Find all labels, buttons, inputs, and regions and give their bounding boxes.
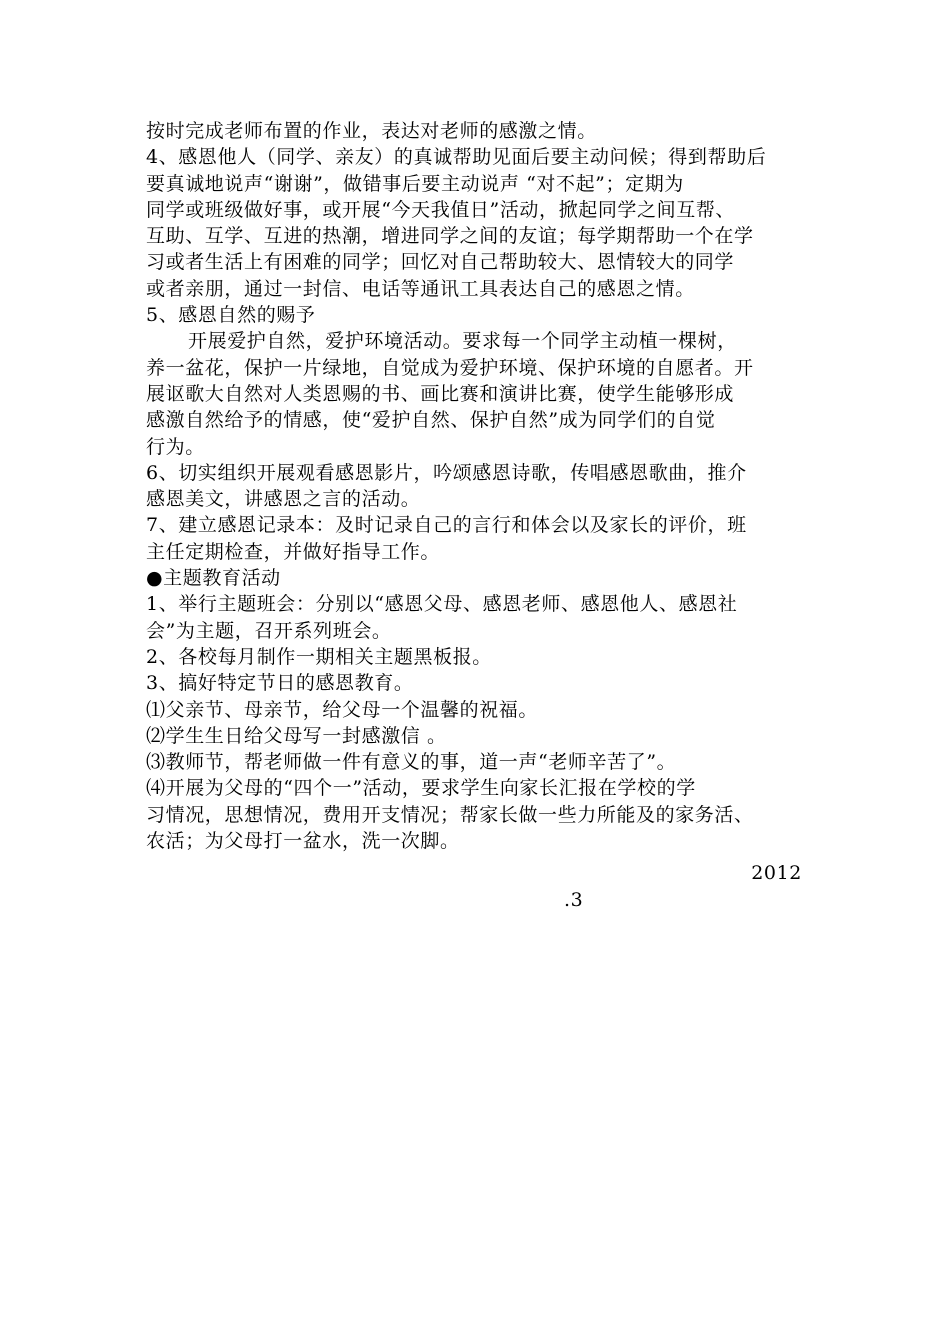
text-line: 开展爱护自然，爱护环境活动。要求每一个同学主动植一棵树，: [188, 330, 737, 353]
text-line: 习或者生活上有困难的同学；回忆对自己帮助较大、恩情较大的同学: [146, 251, 735, 274]
text-line: 感激自然给予的情感，使“爱护自然、保护自然”成为同学们的自觉: [146, 409, 716, 432]
text-line: 同学或班级做好事，或开展“今天我值日”活动，掀起同学之间互帮、: [146, 198, 736, 221]
text-line: ⑵学生生日给父母写一封感激信 。: [146, 724, 447, 747]
text-line: 习情况，思想情况，费用开支情况；帮家长做一些力所能及的家务活、: [146, 803, 754, 826]
text-line: 感恩美文，讲感恩之言的活动。: [146, 488, 421, 511]
text-line: 7、建立感恩记录本：及时记录自己的言行和体会以及家长的评价，班: [146, 514, 747, 537]
text-line: ⑶教师节，帮老师做一件有意义的事，道一声“老师辛苦了”。: [146, 751, 677, 774]
text-line: 互助、互学、互进的热潮，增进同学之间的友谊；每学期帮助一个在学: [146, 225, 754, 248]
date-year: 2012: [751, 862, 802, 885]
document-page: [146, 118, 814, 913]
date-month: .3: [564, 888, 584, 911]
text-line: 主任定期检查，并做好指导工作。: [146, 540, 441, 563]
text-line: 或者亲朋，通过一封信、电话等通讯工具表达自己的感恩之情。: [146, 277, 695, 300]
text-line: 1、举行主题班会：分别以“感恩父母、感恩老师、感恩他人、感恩社: [146, 593, 738, 616]
text-line: 农活；为父母打一盆水，洗一次脚。: [146, 830, 460, 853]
text-line: ⑷开展为父母的“四个一”活动，要求学生向家长汇报在学校的学: [146, 777, 696, 800]
text-line: 行为。: [146, 435, 205, 458]
text-line: 会”为主题，召开系列班会。: [146, 619, 392, 642]
text-line: 按时完成老师布置的作业，表达对老师的感激之情。: [146, 120, 597, 142]
text-line: 要真诚地说声“谢谢”，做错事后要主动说声 “对不起”；定期为: [146, 172, 684, 195]
text-line: 展讴歌大自然对人类恩赐的书、画比赛和演讲比赛，使学生能够形成: [146, 382, 735, 405]
text-line: 3、搞好特定节日的感恩教育。: [146, 672, 414, 695]
section-heading: 5、感恩自然的赐予: [146, 304, 316, 327]
section-heading: ●主题教育活动: [146, 567, 281, 590]
text-line: ⑴父亲节、母亲节，给父母一个温馨的祝福。: [146, 698, 539, 721]
text-line: 4、感恩他人（同学、亲友）的真诚帮助见面后要主动问候；得到帮助后: [146, 146, 767, 169]
text-line: 2、各校每月制作一期相关主题黑板报。: [146, 645, 492, 668]
text-line: 6、切实组织开展观看感恩影片，吟颂感恩诗歌，传唱感恩歌曲，推介: [146, 461, 747, 484]
text-line: 养一盆花，保护一片绿地，自觉成为爱护环境、保护环境的自愿者。开: [146, 356, 754, 379]
